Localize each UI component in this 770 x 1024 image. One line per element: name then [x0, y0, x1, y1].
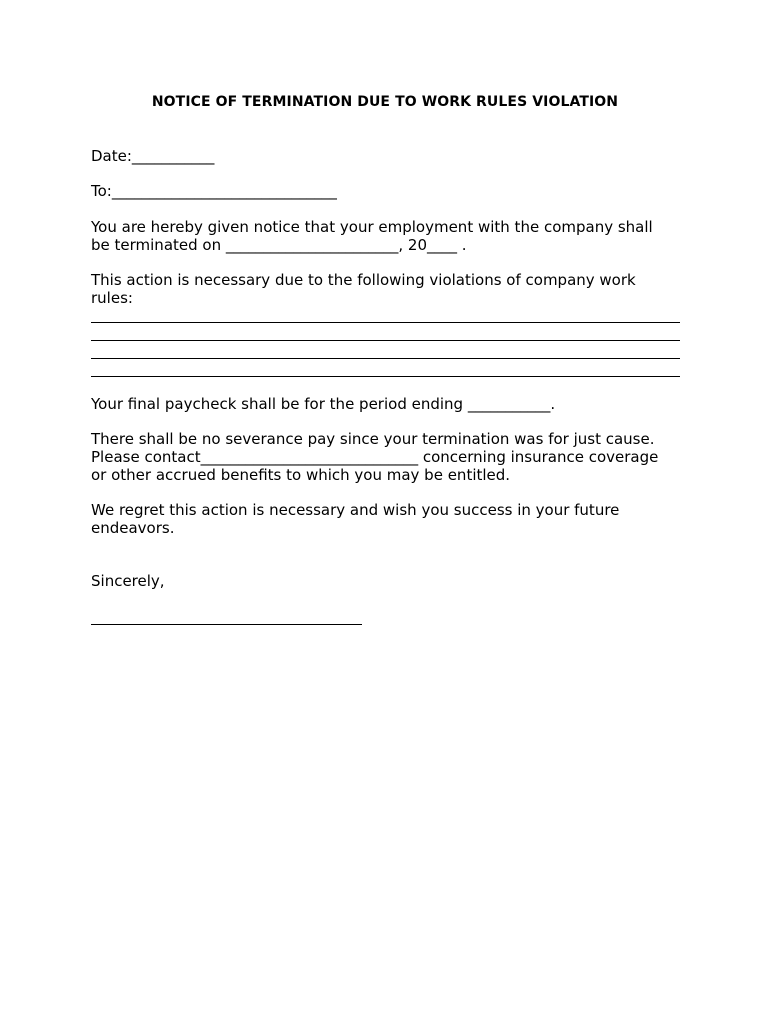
paycheck-text-line: Your final paycheck shall be for the period ending ___________.: [91, 395, 556, 413]
regret-text-line-2: endeavors.: [91, 519, 175, 537]
closing-salutation: Sincerely,: [91, 572, 165, 590]
violation-blank-line: [91, 322, 680, 323]
severance-text-line-1: There shall be no severance pay since your termination was for just cause.: [91, 430, 655, 448]
date-field-line: Date:___________: [91, 147, 215, 165]
violations-text-line-1: This action is necessary due to the following violations of company work: [91, 271, 636, 289]
regret-text-line-1: We regret this action is necessary and wish you success in your future: [91, 501, 620, 519]
violations-text-line-2: rules:: [91, 289, 133, 307]
recipient-field-line: To:______________________________: [91, 182, 337, 200]
severance-text-line-3: or other accrued benefits to which you may be entitled.: [91, 466, 511, 484]
severance-text-line-2: Please contact_____________________________ concerning insurance coverage: [91, 448, 659, 466]
notice-text-line-1: You are hereby given notice that your employment with the company shall: [91, 218, 653, 236]
violation-blank-line: [91, 376, 680, 377]
document-title: NOTICE OF TERMINATION DUE TO WORK RULES VIOLATION: [151, 94, 619, 110]
notice-text-line-2: be terminated on _______________________, 20____ .: [91, 236, 467, 254]
signature-line: [91, 624, 362, 625]
violation-blank-line: [91, 340, 680, 341]
violation-blank-line: [91, 358, 680, 359]
